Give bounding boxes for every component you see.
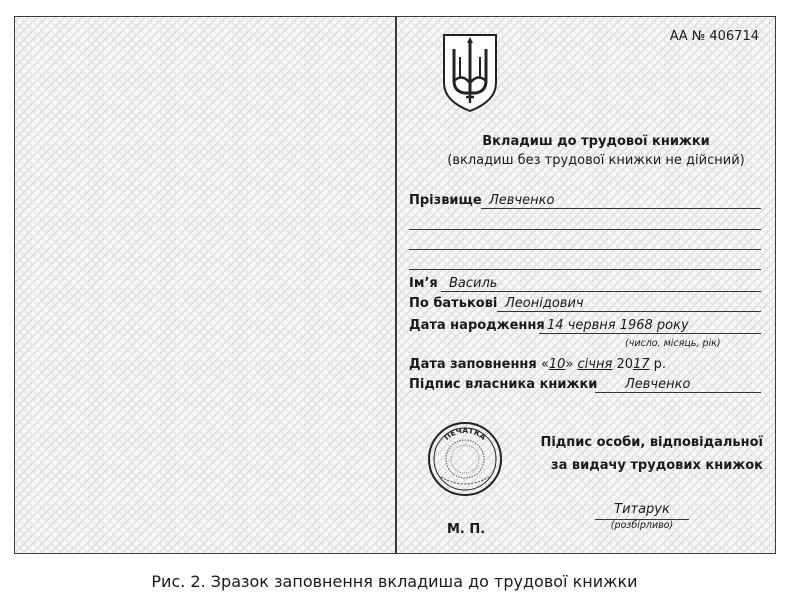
surname-label: Прізвище [409,193,482,208]
name-value: Василь [441,276,761,292]
stamp-text: ПЕЧАТКА [442,425,488,442]
fill-date-year-suffix: 17 [632,357,650,372]
responsible-label-line2: за видачу трудових книжок [551,458,763,473]
birth-hint: (число, місяць, рік) [625,338,721,349]
fill-date-month: січня [577,357,613,372]
figure-caption: Рис. 2. Зразок заповнення вкладиша до трудової книжки [151,572,638,591]
serial-number: АА № 406714 [669,29,759,44]
surname-row [409,193,761,211]
owner-sign-row [409,377,761,395]
responsible-signature: Титарук [595,502,689,520]
blank-line [409,229,761,230]
fill-date-year-end: р. [649,357,667,372]
responsible-signature-hint: (розбірливо) [610,520,674,531]
owner-sign-value: Левченко [595,377,761,393]
mp-label: М. П. [447,522,486,537]
surname-value: Левченко [481,193,761,209]
fill-date-label: Дата заповнення [409,357,537,372]
owner-sign-label: Підпис власника книжки [409,377,598,392]
name-row [409,276,761,294]
responsible-label-line1: Підпис особи, відповідальної [540,435,763,450]
document-sheet [14,16,776,554]
document-title: Вкладиш до трудової книжки [482,134,710,149]
fill-date-year-prefix: 20 [616,357,633,372]
birth-label: Дата народження [409,318,545,333]
blank-line [409,249,761,250]
birth-value: 14 червня 1968 року [539,318,761,334]
birth-row [409,318,761,336]
patronymic-value: Леонідович [497,296,761,312]
document-subtitle: (вкладиш без трудової книжки не дійсний) [447,153,745,168]
patronymic-row [409,296,761,314]
fill-date-day: 10 [548,357,566,372]
fill-date-close-quote: » [565,357,574,372]
fill-date-row [409,357,761,375]
tryzub-emblem-icon [440,31,500,113]
patronymic-label: По батькові [409,296,498,311]
fill-date-open-quote: « [540,357,549,372]
stamp-seal [427,421,503,497]
right-page [397,17,775,553]
blank-line [409,269,761,270]
svg-text:ПЕЧАТКА [442,426,488,442]
name-label: Ім’я [409,276,438,291]
